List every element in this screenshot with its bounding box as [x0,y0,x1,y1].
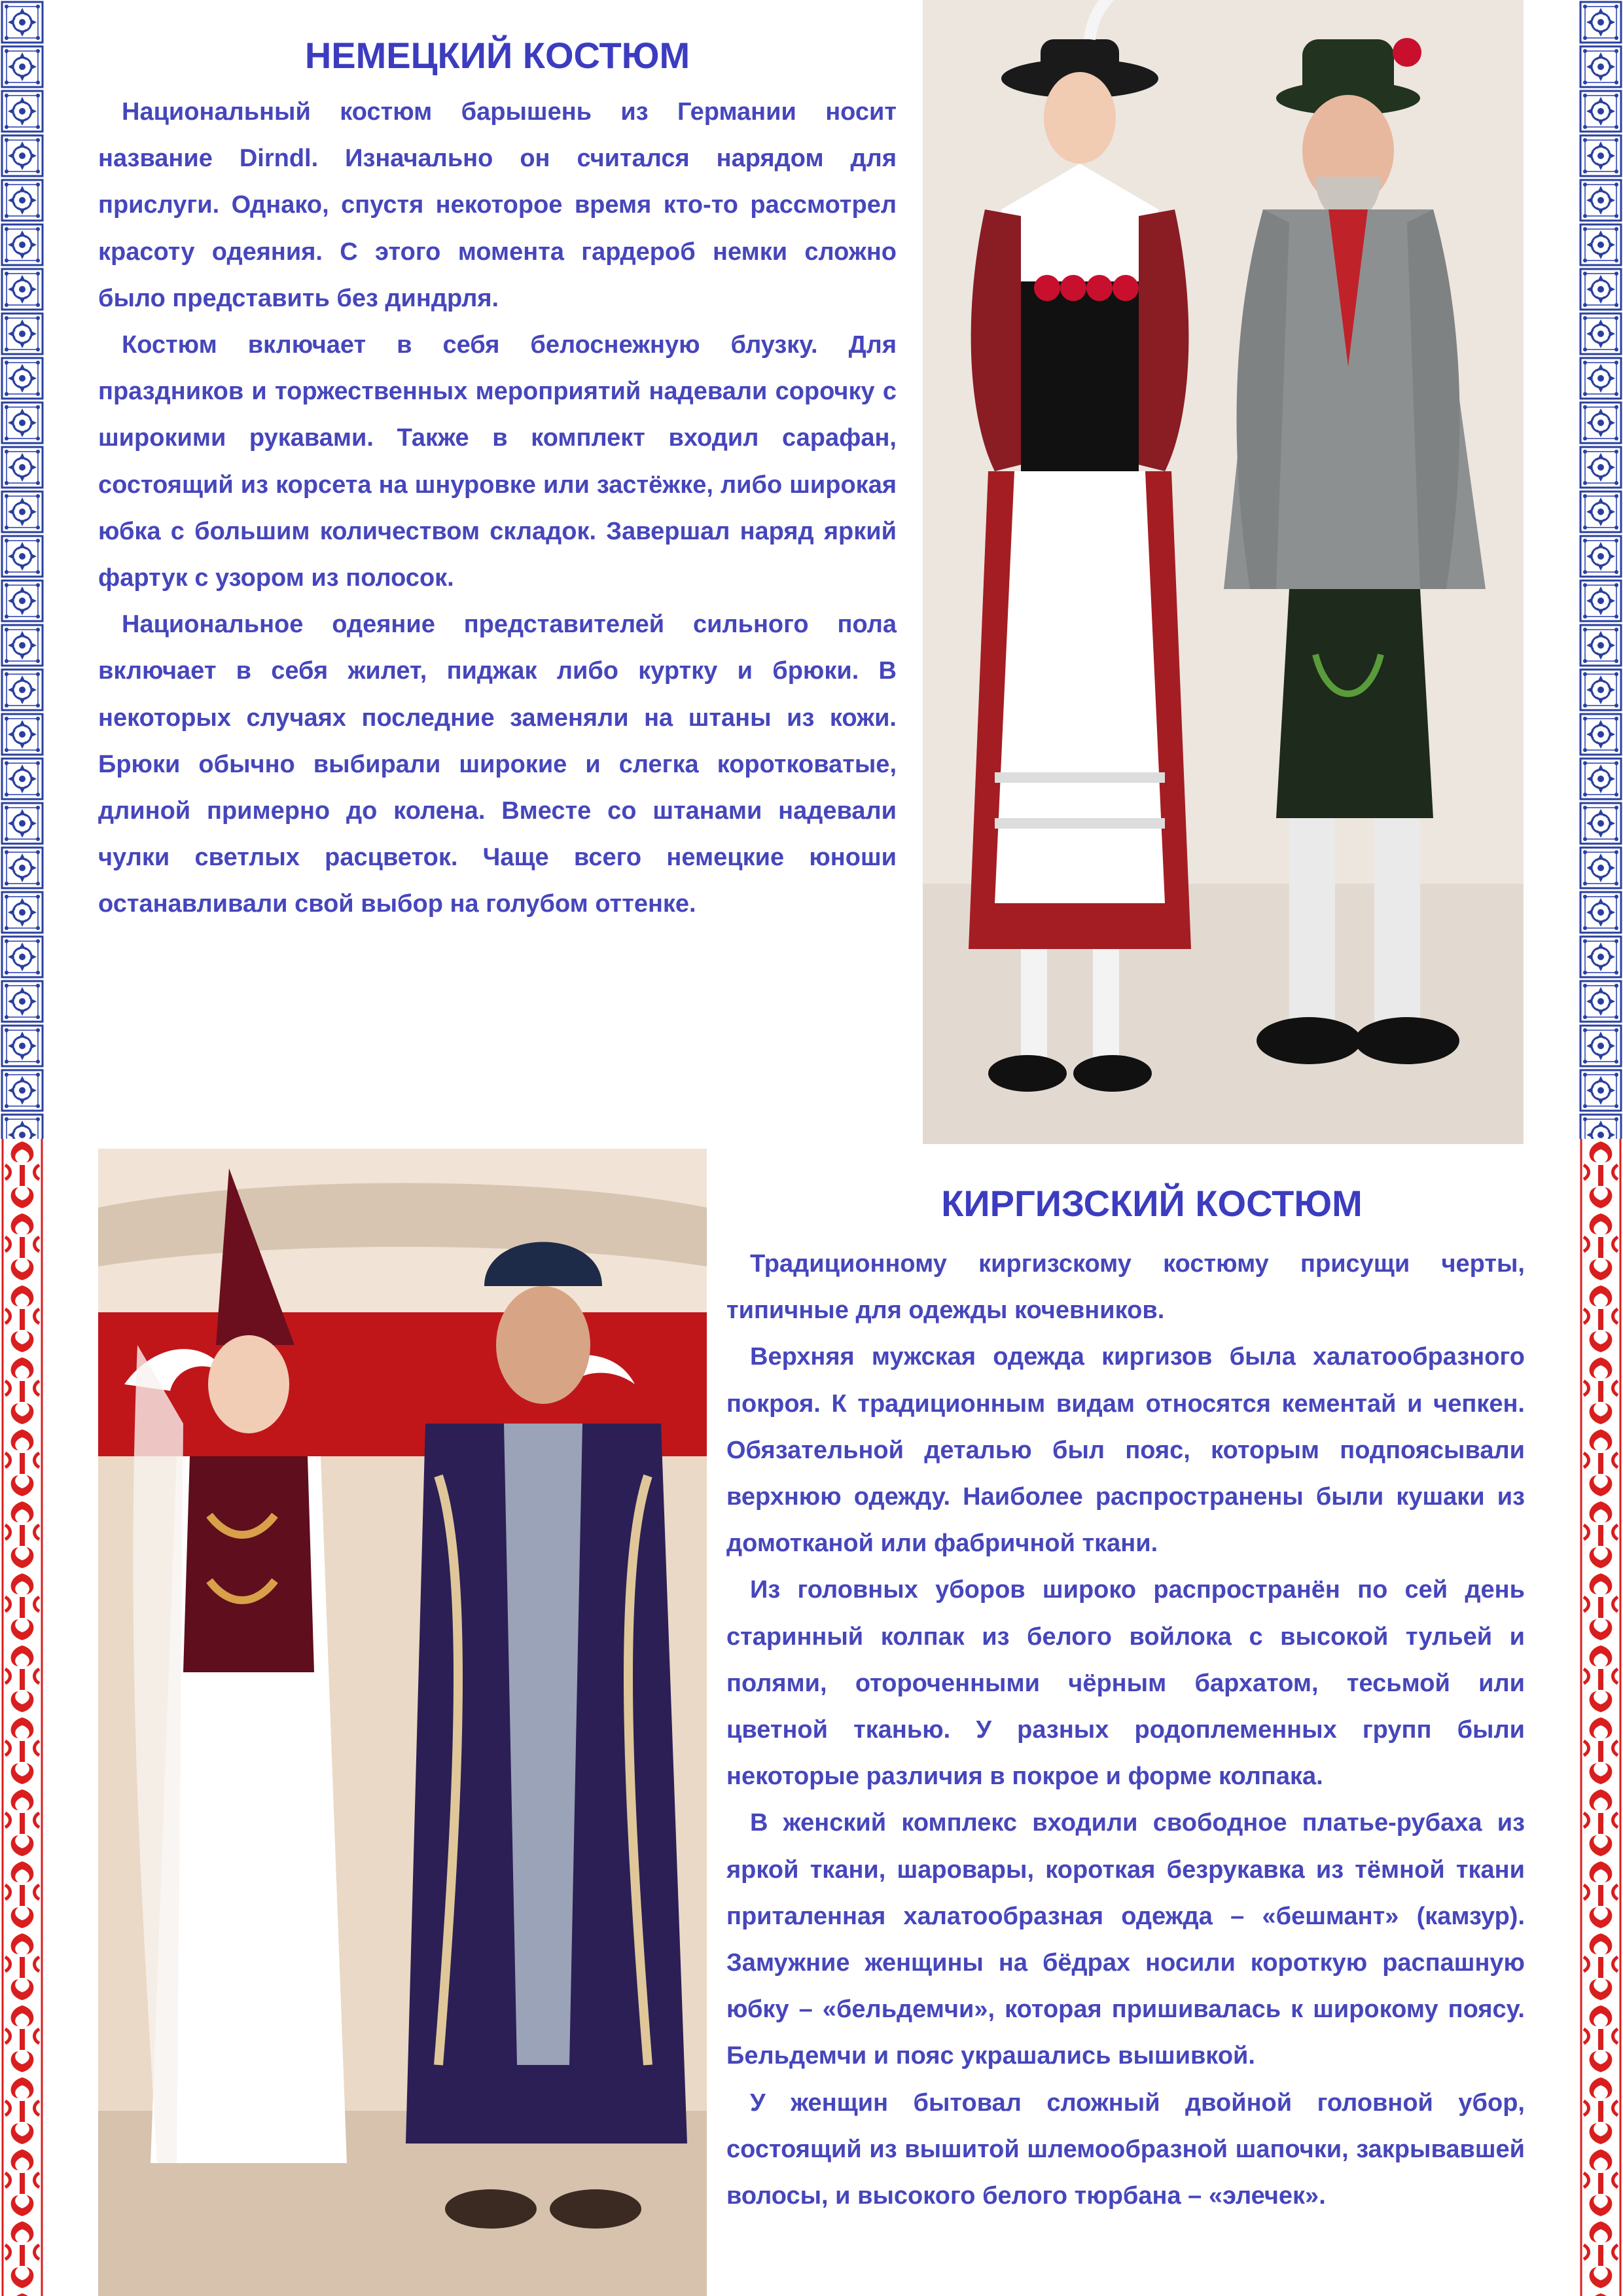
kyrgyz-paragraph-3: Из головных уборов широко распространён по сей день старинный колпак из белого войлока с высокой тульей и полями, отороченными чёрным бархатом, тесьмой или цветной тканью. У разных родоплеменных групп были некоторые различия в покрое и форме колпака. [726,1576,1525,1791]
left-blue-ornament-border [0,0,45,1139]
german-costume-photo [923,0,1524,1144]
kyrgyz-costume-heading: КИРГИЗСКИЙ КОСТЮМ [941,1183,1363,1224]
german-paragraph-3: Национальное одеяние представителей сильного пола включает в себя жилет, пиджак либо куртку и брюки. В некоторых случаях последние заменяли на штаны из кожи. Брюки обычно выбирали широкие и слегка коротковатые, длиной примерно до колена. Вместе со штанами надевали чулки светлых расцветок. Чаще всего немецкие юноши останавливали свой выбор на голубом оттенке. [98,611,897,918]
kyrgyz-paragraph-1: Традиционному киргизскому костюму присущи черты, типичные для одежды кочевников. [726,1250,1525,1325]
german-costume-text [98,89,897,928]
left-red-ornament-border [0,1139,45,2296]
kyrgyz-costume-photo [98,1149,707,2296]
german-costume-heading: НЕМЕЦКИЙ КОСТЮМ [304,35,690,76]
right-red-ornament-border [1578,1139,1623,2296]
german-paragraph-1: Национальный костюм барышень из Германии носит название Dirndl. Изначально он считался нарядом для прислуги. Однако, спустя некоторое время кто-то рассмотрел красоту одеяния. С этого момента гардероб немки сложно было представить без диндрля. [98,98,897,312]
right-blue-ornament-border [1578,0,1623,1139]
kyrgyz-paragraph-4: В женский комплекс входили свободное платье-рубаха из яркой ткани, шаровары, короткая безрукавка из тёмной ткани приталенная халатообразная одежда – «бешмант» (камзур). Замужние женщины на бёдрах носили короткую распашную юбку – «бельдемчи», которая пришивалась к широкому поясу. Бельдемчи и пояс украшались вышивкой. [726,1809,1525,2070]
blue-tile-ornament-icon [0,0,45,1139]
kyrgyz-paragraph-5: У женщин бытовал сложный двойной головной убор, состоящий из вышитой шлемообразной шапочки, закрывавшей волосы, и высокого белого тюрбана – «элечек». [726,2089,1525,2210]
red-kyrgyz-ornament-icon [0,1139,45,2296]
german-paragraph-2: Костюм включает в себя белоснежную блузку. Для праздников и торжественных мероприятий надевали сорочку с широкими рукавами. Также в комплект входил сарафан, состоящий из корсета на шнуровке или застёжке, либо широкая юбка с большим количеством складок. Завершал наряд яркий фартук с узором из полосок. [98,331,897,592]
kyrgyz-costume-text [726,1241,1525,2219]
kyrgyz-paragraph-2: Верхняя мужская одежда киргизов была халатообразного покроя. К традиционным видам относятся кементай и чепкен. Обязательной деталью был пояс, которым подпоясывали верхнюю одежду. Наиболее распространены были кушаки из домотканой или фабричной ткани. [726,1343,1525,1558]
red-kyrgyz-ornament-icon [1578,1139,1623,2296]
blue-tile-ornament-icon [1578,0,1623,1139]
